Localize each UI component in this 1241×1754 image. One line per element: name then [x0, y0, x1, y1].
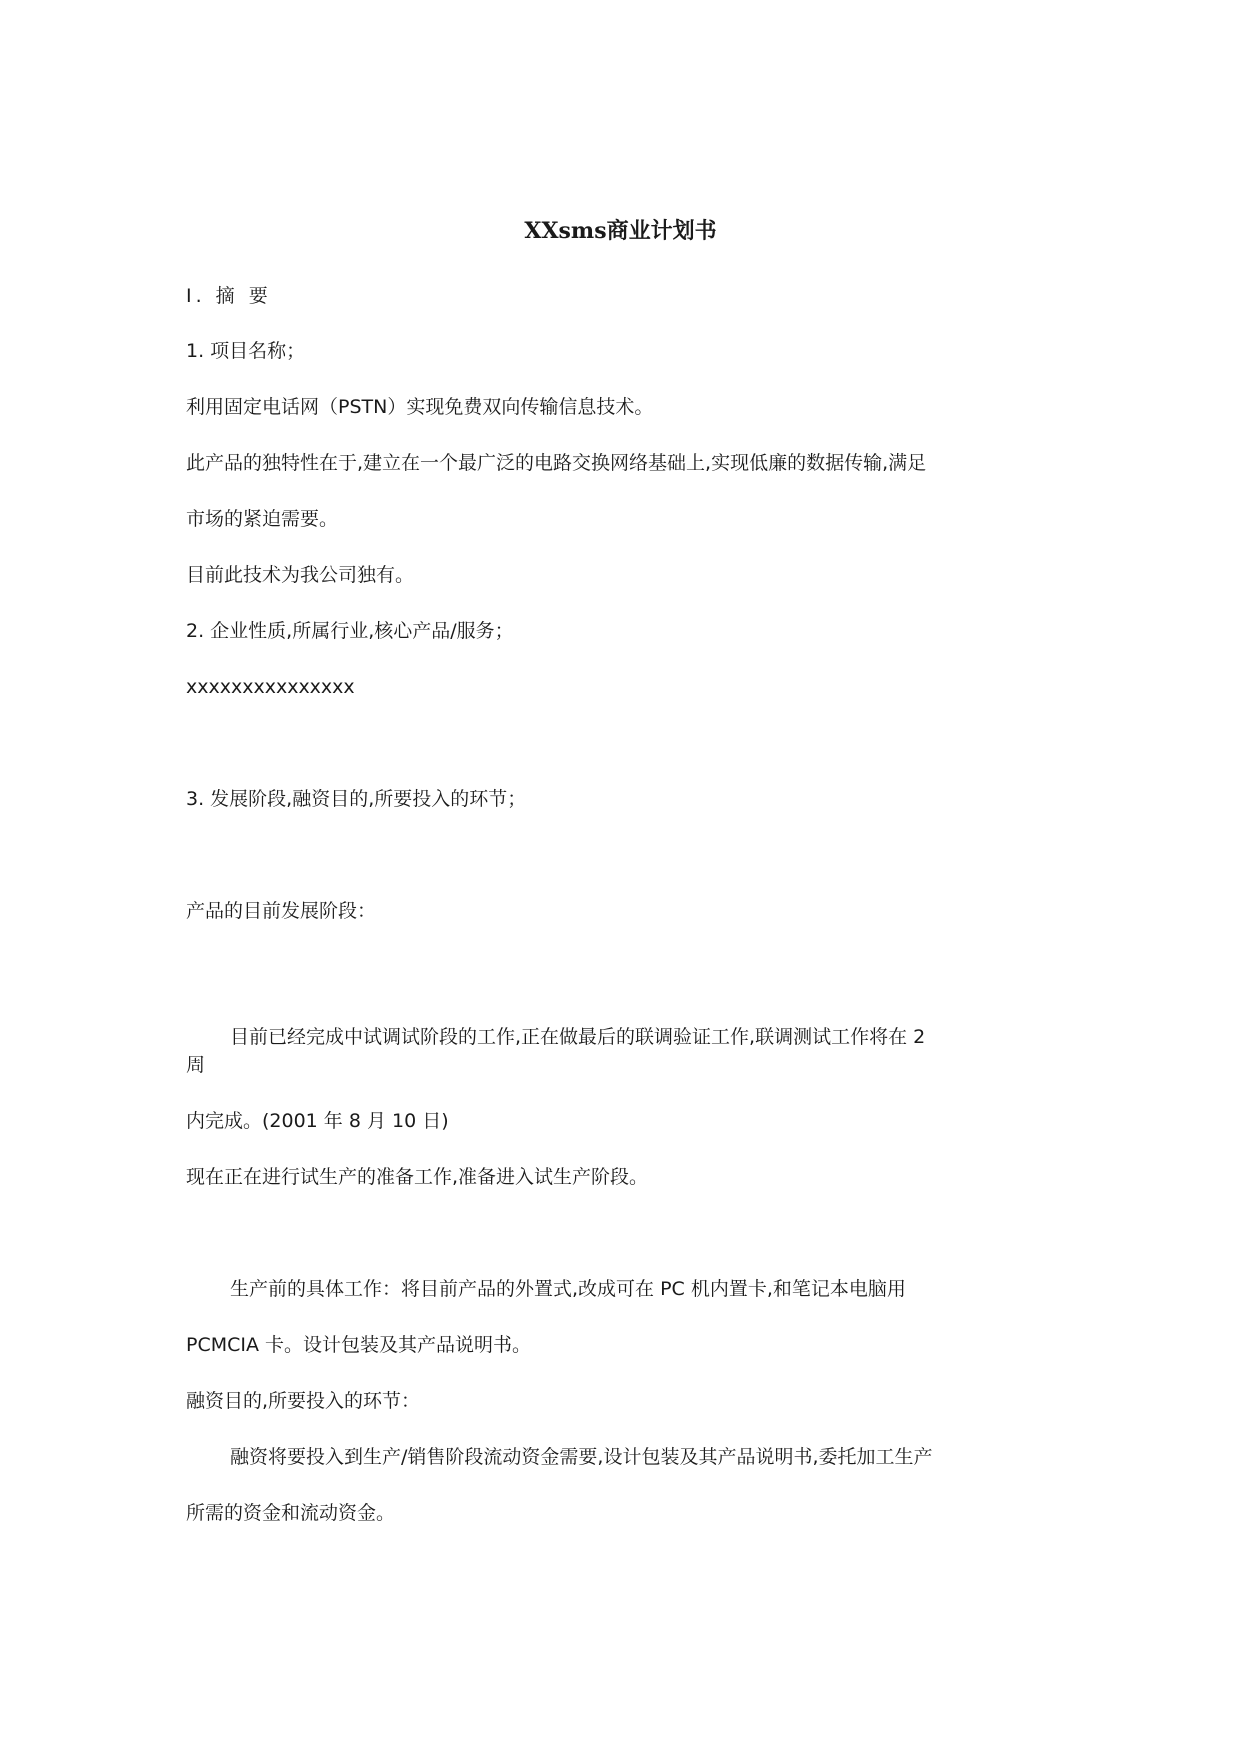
paragraph-pstn: 利用固定电话网（PSTN）实现免费双向传输信息技术。	[186, 396, 654, 418]
paragraph-uniqueness-line1: 此产品的独特性在于,建立在一个最广泛的电路交换网络基础上,实现低廉的数据传输,满足	[186, 452, 927, 474]
item3-heading: 3. 发展阶段,融资目的,所要投入的环节；	[186, 788, 527, 810]
stage-paragraph-line2: 周	[186, 1054, 206, 1076]
funding-label: 融资目的,所要投入的环节：	[186, 1390, 421, 1412]
section-heading: I. 摘 要	[186, 285, 272, 307]
funding-line2: 所需的资金和流动资金。	[186, 1502, 396, 1524]
item2-value: xxxxxxxxxxxxxxx	[186, 676, 355, 698]
stage-paragraph-line1: 目前已经完成中试调试阶段的工作,正在做最后的联调验证工作,联调测试工作将在 2	[230, 1026, 926, 1048]
stage-label: 产品的目前发展阶段：	[186, 900, 377, 922]
prework-line1: 生产前的具体工作：将目前产品的外置式,改成可在 PC 机内置卡,和笔记本电脑用	[230, 1278, 906, 1300]
paragraph-uniqueness-line2: 市场的紧迫需要。	[186, 508, 339, 530]
document-title: XXsms商业计划书	[524, 218, 717, 244]
stage-paragraph-line3: 内完成。(2001 年 8 月 10 日)	[186, 1110, 449, 1132]
stage-paragraph-trial: 现在正在进行试生产的准备工作,准备进入试生产阶段。	[186, 1166, 649, 1188]
paragraph-exclusive: 目前此技术为我公司独有。	[186, 564, 415, 586]
item2-heading: 2. 企业性质,所属行业,核心产品/服务；	[186, 620, 514, 642]
item1-heading: 1. 项目名称；	[186, 340, 306, 362]
prework-line2: PCMCIA 卡。设计包装及其产品说明书。	[186, 1334, 532, 1356]
funding-line1: 融资将要投入到生产/销售阶段流动资金需要,设计包装及其产品说明书,委托加工生产	[230, 1446, 933, 1468]
